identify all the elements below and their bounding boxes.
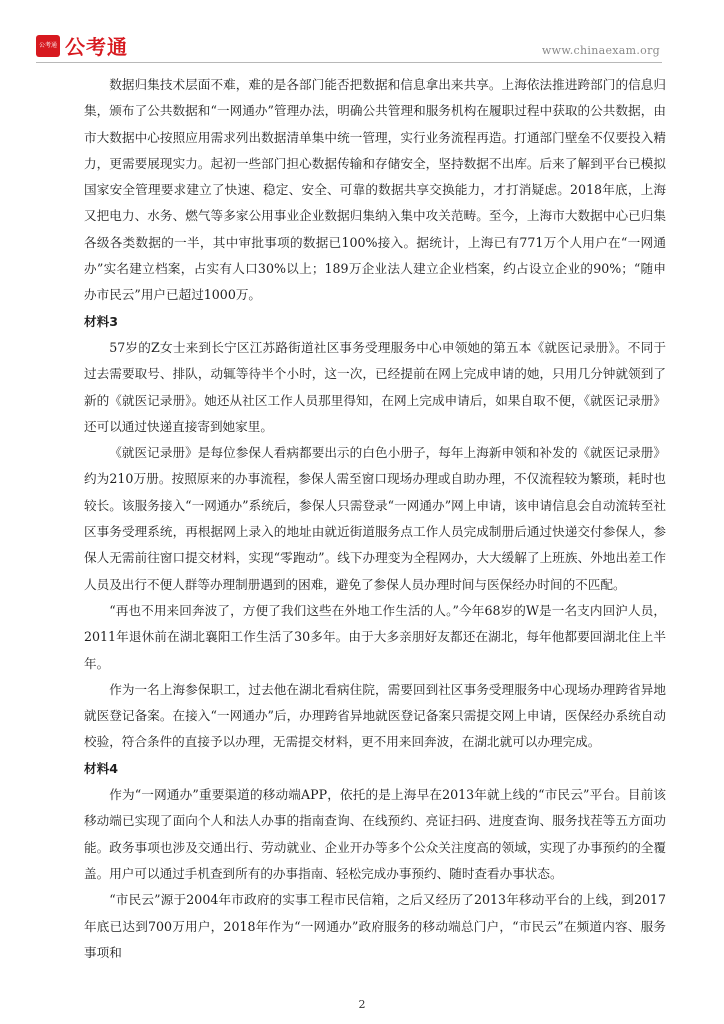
paragraph: 《就医记录册》是每位参保人看病都要出示的白色小册子，每年上海新申领和补发的《就医记录册》约为210万册。按照原来的办事流程，参保人需至窗口现场办理或自助办理，不仅流程较为繁琐，耗时也较长。该服务接入“一网通办”系统后，参保人只需登录“一网通办”网上申请，该申请信息会自动流转至社区事务受理系统，再根据网上录入的地址由就近街道服务点工作人员完成制册后通过快递交付参保人，参保人无需前往窗口提交材料，实现“零跑动”。线下办理变为全程网办，大大缓解了上班族、外地出差工作人员及出行不便人群等办理制册遇到的困难，避免了参保人员办理时间与医保经办时间的不匹配。 xyxy=(84,445,666,592)
paragraph: 数据归集技术层面不难，难的是各部门能否把数据和信息拿出来共享。上海依法推进跨部门的信息归集，颁布了公共数据和“一网通办”管理办法，明确公共管理和服务机构在履职过程中获取的公共数据，由市大数据中心按照应用需求列出数据清单集中统一管理，实行业务流程再造。打通部门壁垒不仅要投入精力，更需要展现实力。起初一些部门担心数据传输和存储安全，坚持数据不出库。后来了解到平台已模拟国家安全管理要求建立了快速、稳定、安全、可靠的数据共享交换能力，才打消疑虑。2018年底，上海又把电力、水务、燃气等多家公用事业企业数据归集纳入集中攻关范畴。至今，上海市大数据中心已归集各级各类数据的一半，其中审批事项的数据已100%接入。据统计，上海已有771万个人用户在“一网通办”实名建立档案，占实有人口30%以上；189万企业法人建立企业档案，约占设立企业的90%；“随申办市民云”用户已超过1000万。 xyxy=(84,77,666,303)
site-url[interactable]: www.chinaexam.org xyxy=(541,44,660,57)
paragraph: 57岁的Z女士来到长宁区江苏路街道社区事务受理服务中心申领她的第五本《就医记录册》。不同于过去需要取号、排队，动辄等待半个小时，这一次，已经提前在网上完成申请的她，只用几分钟就领到了新的《就医记录册》。她还从社区工作人员那里得知，在网上完成申请后，如果自取不便，《就医记录册》还可以通过快递直接寄到她家里。 xyxy=(84,339,666,434)
logo-badge: 公考通 xyxy=(36,35,60,57)
section-heading-material-3: 材料3 xyxy=(84,313,118,329)
logo-text: 公考通 xyxy=(65,35,128,59)
paragraph: 作为“一网通办”重要渠道的移动端APP，依托的是上海早在2013年就上线的“市民云”平台。目前该移动端已实现了面向个人和法人办事的指南查询、在线预约、亮证扫码、进度查询、服务找茬等五方面功能。政务事项也涉及交通出行、劳动就业、企业开办等多个公众关注度高的领域，实现了办事预约的全覆盖。用户可以通过手机查到所有的办事指南、轻松完成办事预约、随时查看办事状态。 xyxy=(84,787,666,881)
document-body xyxy=(84,72,666,966)
page-number: 2 xyxy=(358,998,366,1011)
logo[interactable] xyxy=(36,31,128,60)
section-heading-material-4: 材料4 xyxy=(84,760,118,776)
paragraph: “市民云”源于2004年市政府的实事工程市民信箱，之后又经历了2013年移动平台的上线，到2017年底已达到700万用户，2018年作为“一网通办”政府服务的移动端总门户，“市民云”在频道内容、服务事项和 xyxy=(84,892,666,960)
header-divider xyxy=(36,62,662,63)
page-header xyxy=(0,0,724,68)
paragraph: “再也不用来回奔波了，方便了我们这些在外地工作生活的人。”今年68岁的W是一名支内回沪人员，2011年退休前在湖北襄阳工作生活了30多年。由于大多亲朋好友都还在湖北，每年他都要回湖北住上半年。 xyxy=(84,602,666,671)
paragraph: 作为一名上海参保职工，过去他在湖北看病住院，需要回到社区事务受理服务中心现场办理跨省异地就医登记备案。在接入“一网通办”后，办理跨省异地就医登记备案只需提交网上申请，医保经办系统自动校验，符合条件的直接予以办理，无需提交材料，更不用来回奔波，在湖北就可以办理完成。 xyxy=(84,681,666,750)
